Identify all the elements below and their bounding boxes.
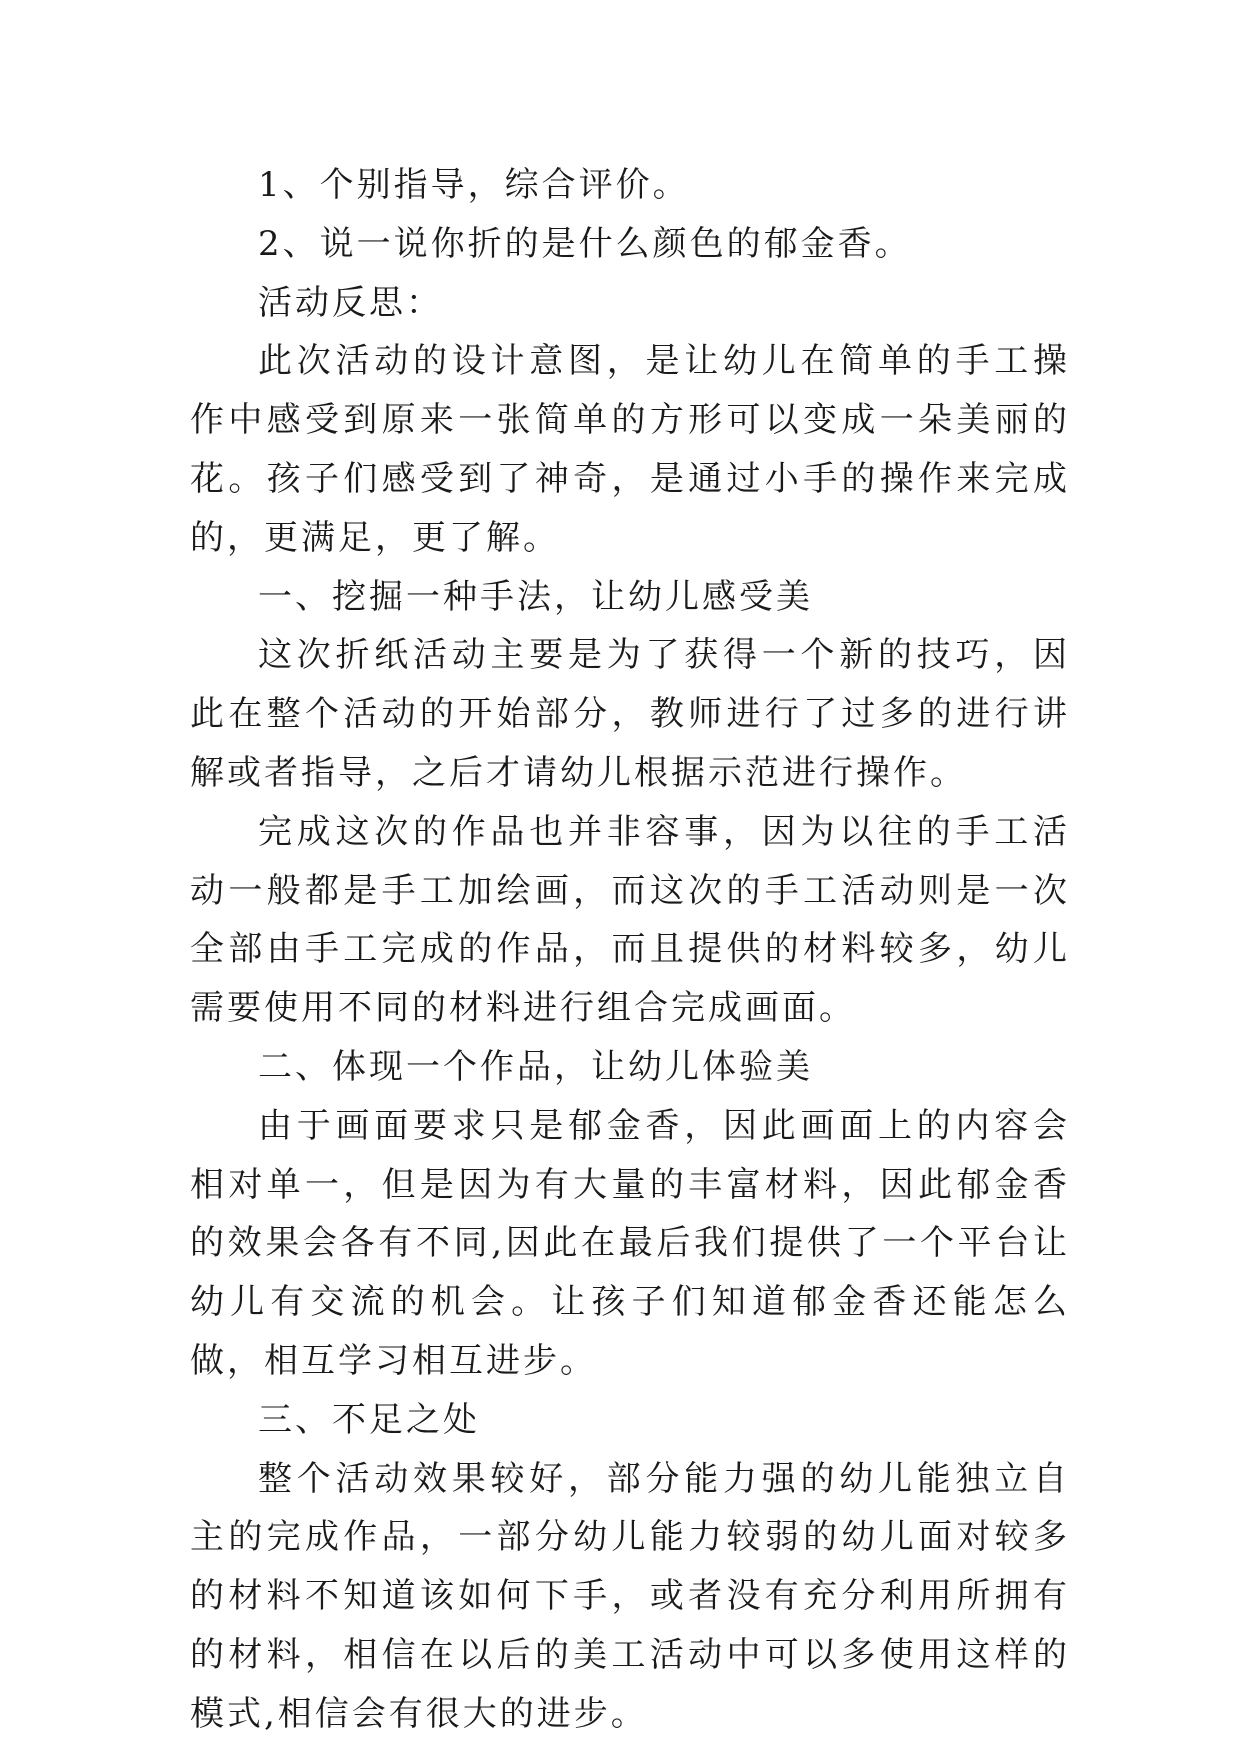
section-heading: 一、挖掘一种手法，让幼儿感受美 (258, 576, 813, 617)
paragraph: 由于画面要求只是郁金香，因此画面上的内容会相对单一，但是因为有大量的丰富材料，因此郁金香的效果会各有不同,因此在最后我们提供了一个平台让幼儿有交流的机会。让孩子们知道郁金香还能怎么做，相互学习相互进步。 (190, 1105, 1070, 1381)
paragraph: 1、个别指导，综合评价。 (258, 165, 690, 205)
section-heading: 三、不足之处 (258, 1399, 480, 1440)
section-heading: 二、体现一个作品，让幼儿体验美 (258, 1046, 813, 1087)
paragraph: 完成这次的作品也并非容事，因为以往的手工活动一般都是手工加绘画，而这次的手工活动则是一次全部由手工完成的作品，而且提供的材料较多，幼儿需要使用不同的材料进行组合完成画面。 (190, 811, 1070, 1029)
section-heading: 活动反思： (258, 282, 443, 323)
paragraph: 此次活动的设计意图，是让幼儿在简单的手工操作中感受到原来一张简单的方形可以变成一朵美丽的花。孩子们感受到了神奇，是通过小手的操作来完成的，更满足，更了解。 (190, 341, 1070, 558)
paragraph: 2、说一说你折的是什么颜色的郁金香。 (258, 223, 912, 264)
paragraph: 整个活动效果较好，部分能力强的幼儿能独立自主的完成作品，一部分幼儿能力较弱的幼儿面对较多的材料不知道该如何下手，或者没有充分利用所拥有的材料，相信在以后的美工活动中可以多使用这样的模式,相信会有很大的进步。 (190, 1458, 1070, 1734)
document-body (190, 156, 1070, 1744)
paragraph: 这次折纸活动主要是为了获得一个新的技巧，因此在整个活动的开始部分，教师进行了过多的进行讲解或者指导，之后才请幼儿根据示范进行操作。 (190, 635, 1070, 793)
